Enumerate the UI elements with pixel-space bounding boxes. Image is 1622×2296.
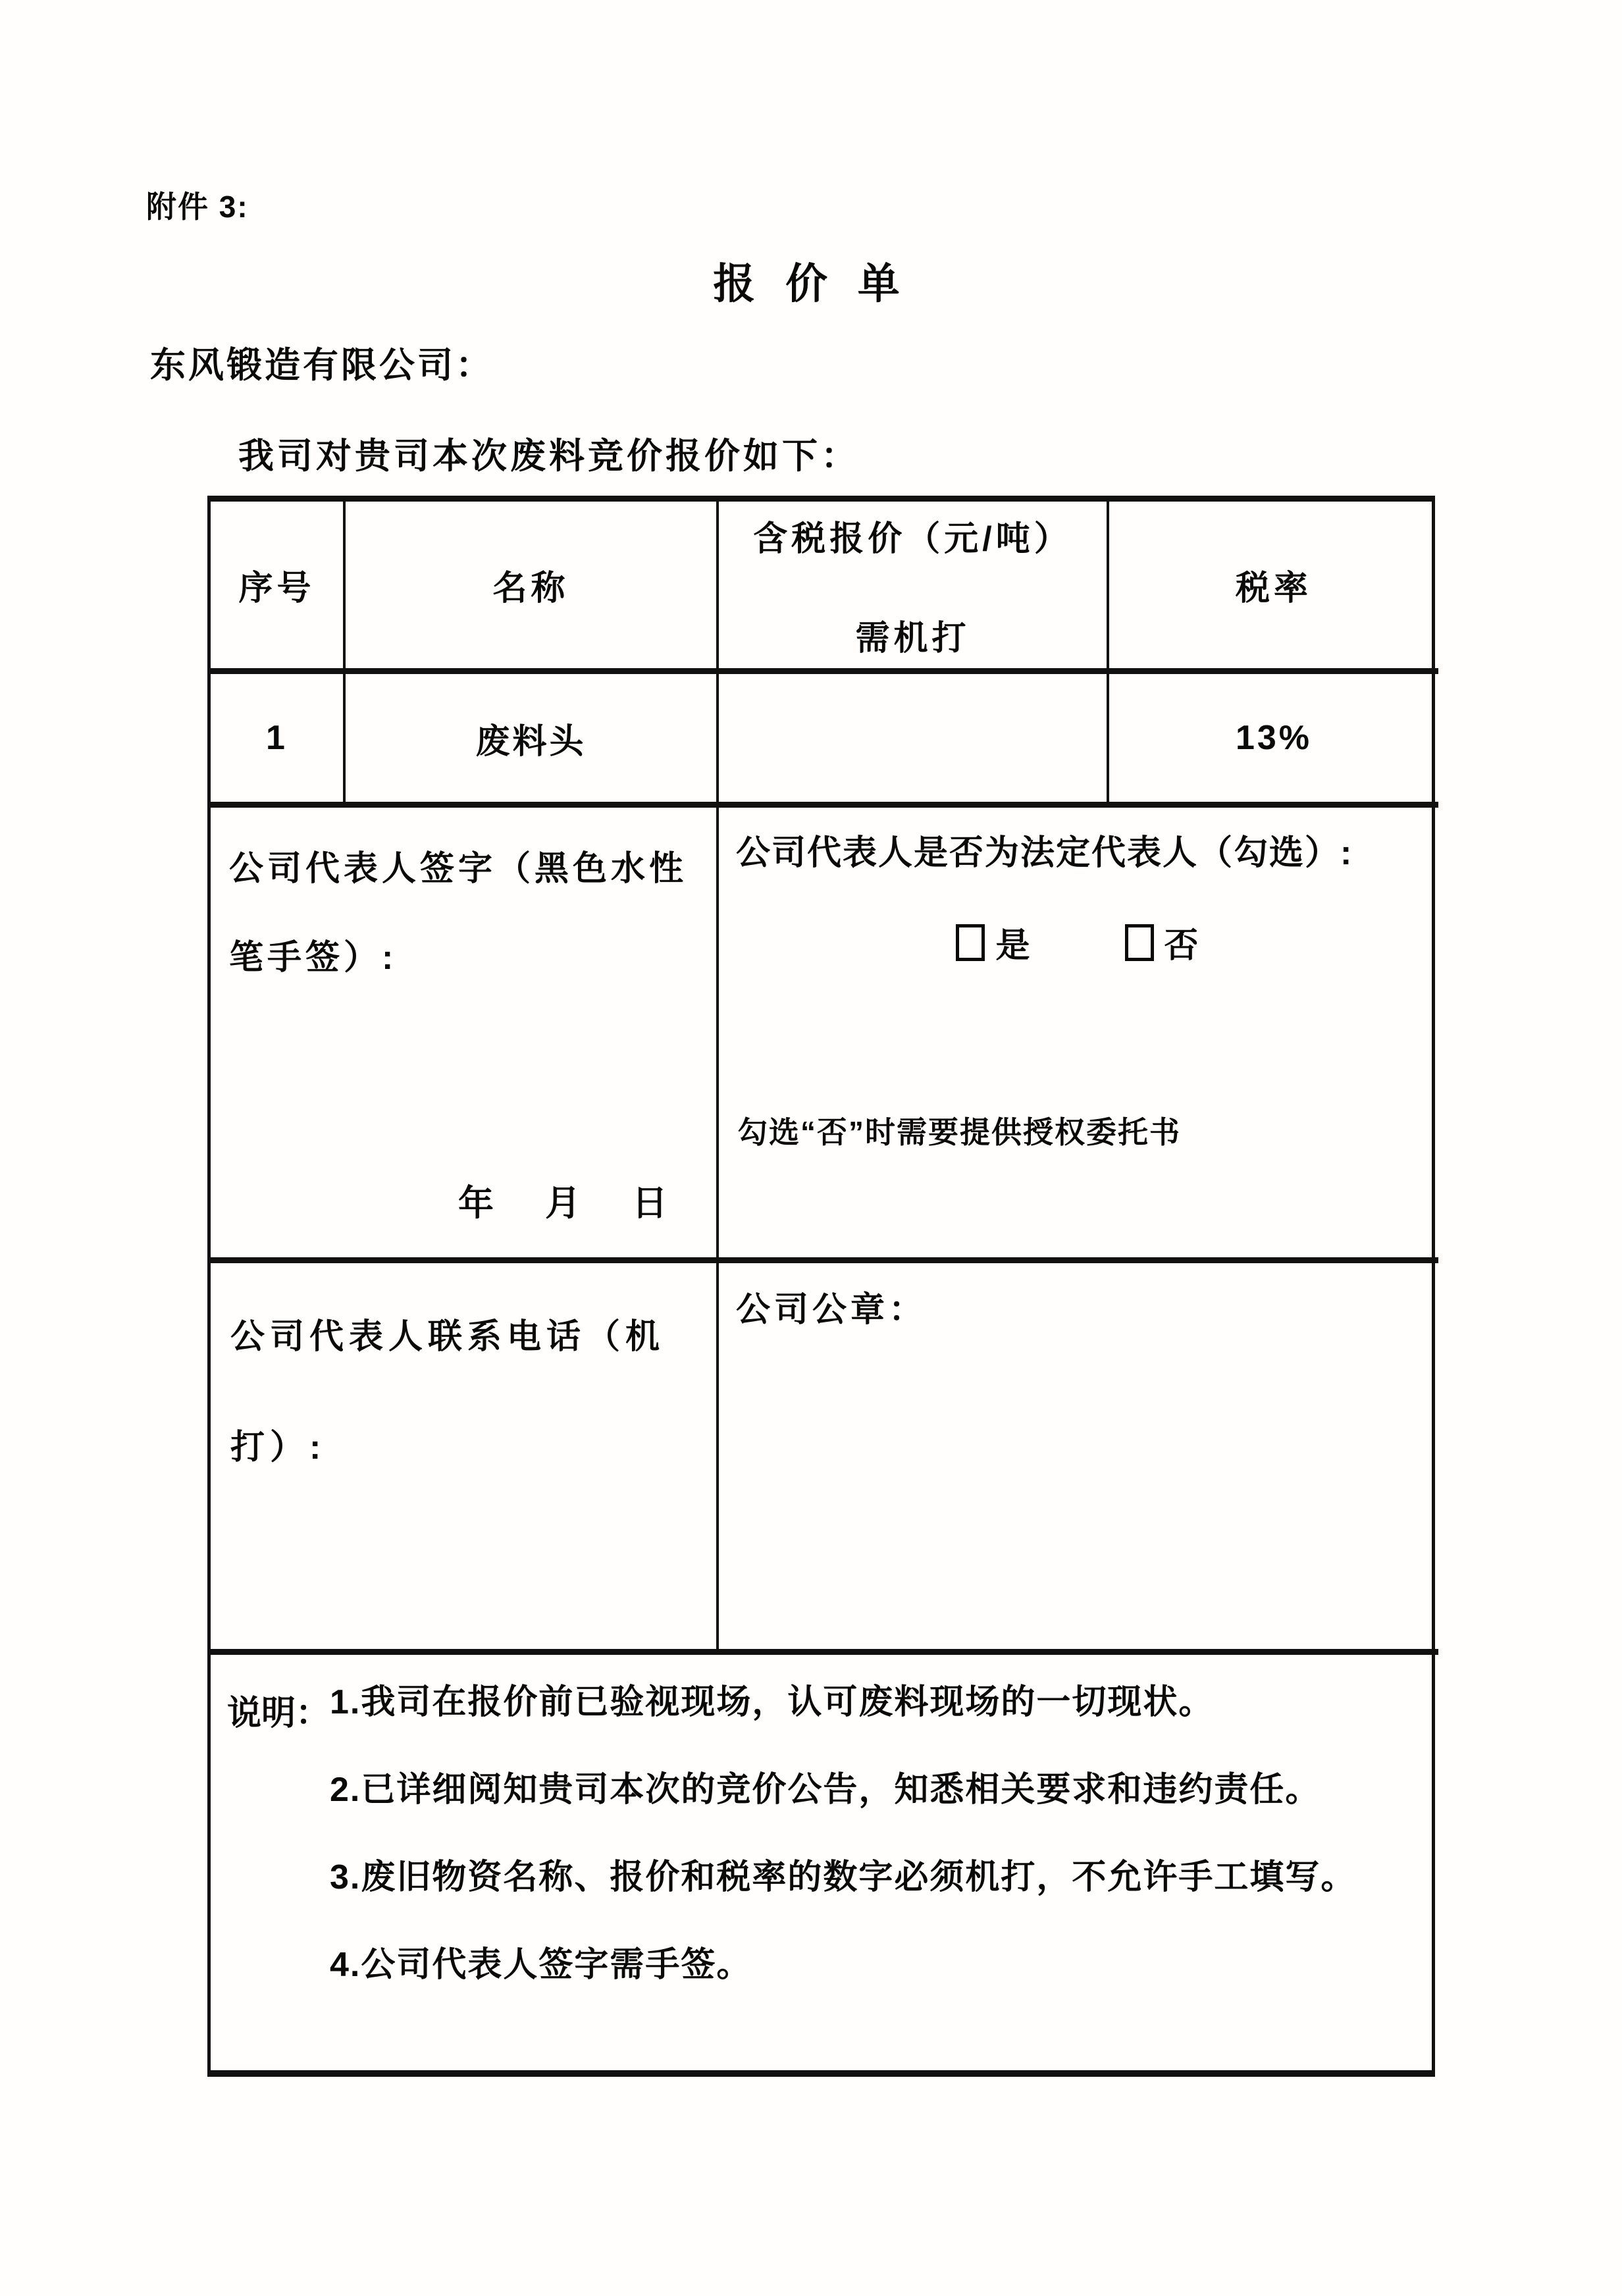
note-item-4: 4.公司代表人签字需手签。 (330, 1946, 752, 1984)
row1-tax-rate-cell (1109, 674, 1438, 808)
notes-cell (211, 1655, 1438, 2083)
row1-price-cell (719, 674, 1109, 808)
notes-label: 说明： (227, 1694, 330, 1733)
column-header-name (346, 502, 719, 674)
seal-label: 公司公章： (736, 1291, 928, 1329)
legal-rep-question: 公司代表人是否为法定代表人（勾选）: (736, 834, 1353, 872)
column-header-seq-label: 序号 (238, 569, 315, 608)
legal-rep-options (736, 918, 1421, 967)
option-yes (956, 918, 1032, 967)
date-placeholder: 年 月 日 (458, 1184, 675, 1223)
note-item-2: 2.已详细阅知贵司本次的竞价公告，知悉相关要求和违约责任。 (330, 1771, 1321, 1809)
authorization-note: 勾选“否”时需要提供授权委托书 (737, 1115, 1181, 1149)
signature-label: 公司代表人签字（黑色水性笔手签）: (229, 850, 688, 977)
row1-tax-rate-value: 13% (1235, 719, 1313, 757)
column-header-tax-rate (1109, 502, 1438, 674)
option-no-label: 否 (1164, 927, 1201, 965)
row1-seq-value: 1 (266, 719, 288, 757)
attachment-label: 附件 3: (146, 190, 249, 224)
row1-name-cell (346, 674, 719, 808)
notes-list (330, 1685, 1425, 2035)
column-header-tax-rate-label: 税率 (1235, 569, 1312, 608)
no-checkbox-icon (1125, 924, 1154, 961)
signature-cell (211, 808, 719, 1263)
addressee-line: 东风锻造有限公司： (150, 346, 494, 385)
yes-checkbox-icon (956, 924, 985, 961)
intro-line: 我司对贵司本次废料竞价报价如下： (238, 436, 860, 476)
note-item-3: 3.废旧物资名称、报价和税率的数字必须机打，不允许手工填写。 (330, 1858, 1357, 1896)
phone-label: 公司代表人联系电话（机打）: (230, 1318, 666, 1467)
price-header-line2: 需机打 (855, 619, 970, 658)
seal-cell (719, 1263, 1438, 1655)
option-no (1125, 918, 1201, 967)
legal-rep-cell (719, 808, 1438, 1263)
quote-table (207, 496, 1435, 2077)
page-title: 报 价 单 (713, 260, 909, 307)
row1-seq-cell (211, 674, 346, 808)
price-header-line1: 含税报价（元/吨） (753, 519, 1072, 558)
column-header-name-label: 名称 (492, 569, 569, 608)
note-item-1: 1.我司在报价前已验视现场，认可废料现场的一切现状。 (330, 1683, 1215, 1721)
column-header-price (719, 502, 1109, 674)
option-yes-label: 是 (995, 927, 1033, 965)
row1-name-value: 废料头 (475, 722, 587, 761)
phone-cell (211, 1263, 719, 1655)
column-header-seq (211, 502, 346, 674)
